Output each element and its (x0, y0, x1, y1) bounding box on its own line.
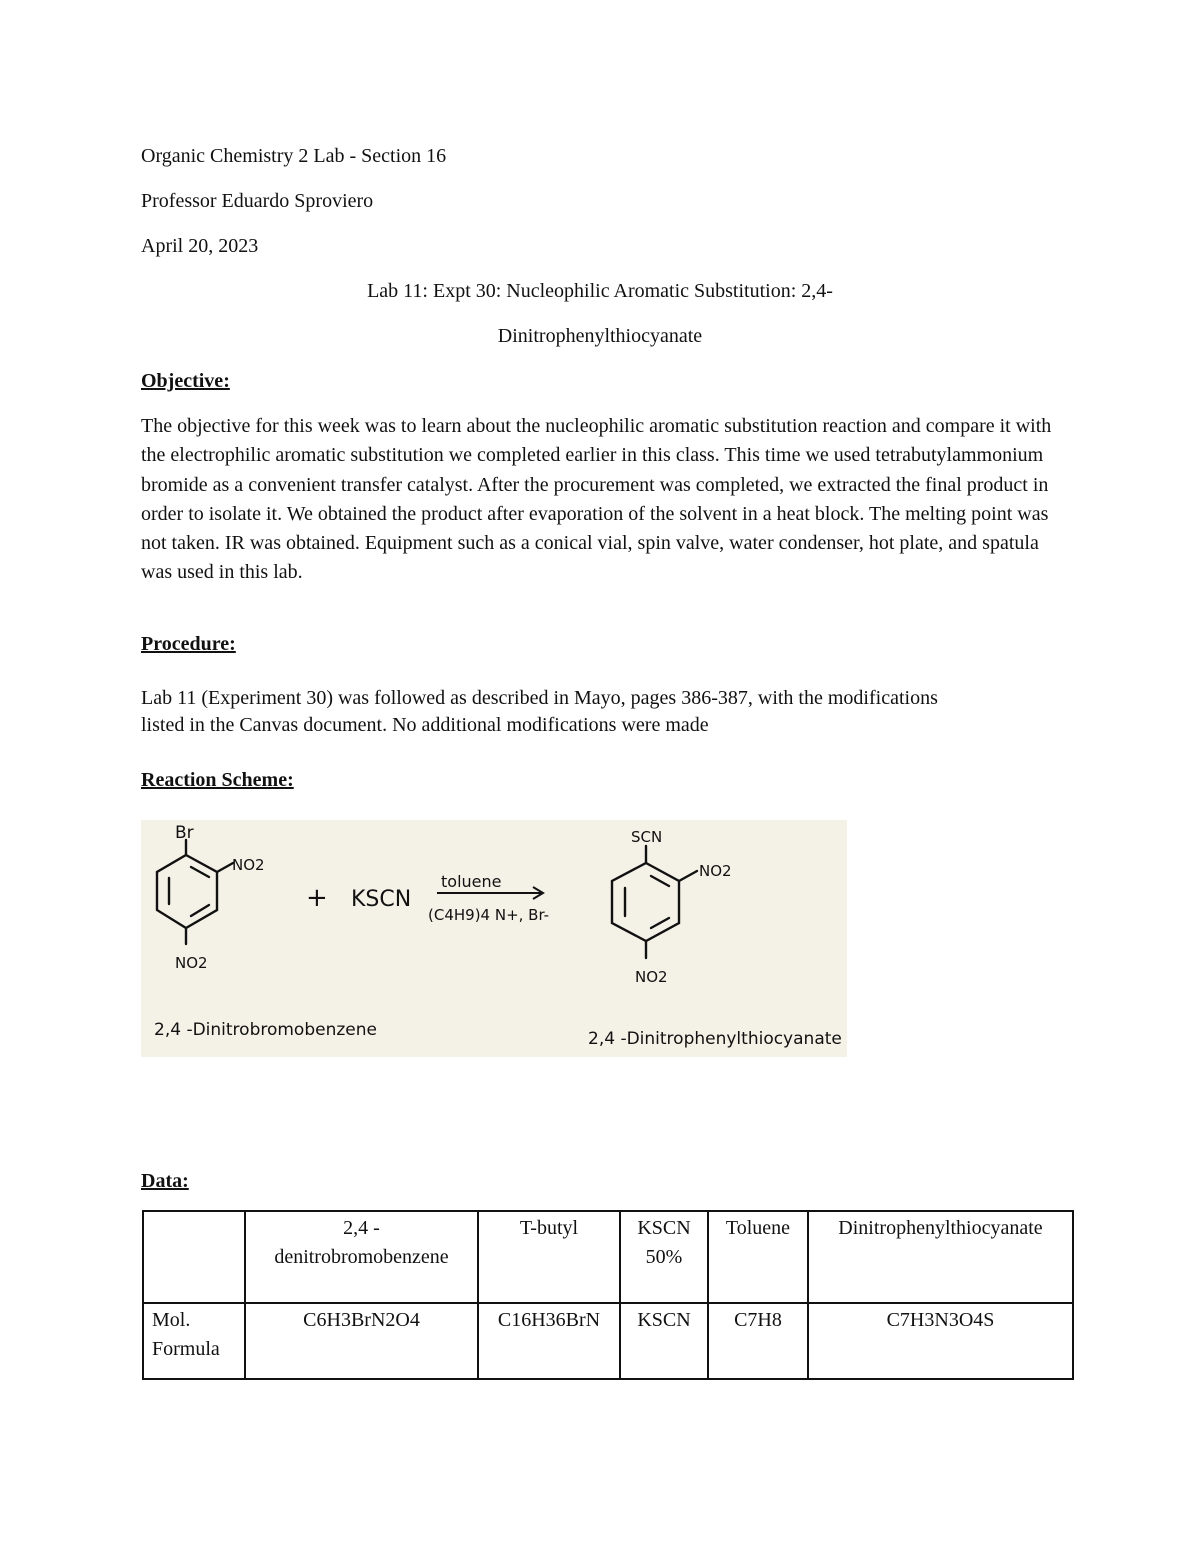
table-header-cell: Toluene (708, 1211, 808, 1303)
table-header-cell: 2,4 - denitrobromobenzene (245, 1211, 478, 1303)
data-heading: Data: (141, 1170, 189, 1192)
table-cell: C6H3BrN2O4 (245, 1303, 478, 1379)
table-header-cell: Dinitrophenylthiocyanate (808, 1211, 1073, 1303)
date-line: April 20, 2023 (141, 235, 259, 257)
table-header-cell: KSCN 50% (620, 1211, 708, 1303)
product-name: 2,4 -Dinitrophenylthiocyanate (588, 1029, 842, 1049)
table-cell: Mol. Formula (143, 1303, 245, 1379)
condition-top-label: toluene (441, 872, 502, 891)
procedure-heading: Procedure: (141, 633, 236, 655)
reaction-scheme-drawing (141, 820, 847, 1057)
table-cell: C7H3N3O4S (808, 1303, 1073, 1379)
doc-title-line1: Lab 11: Expt 30: Nucleophilic Aromatic Substitution: 2,4- (367, 280, 833, 302)
reactant-top-label: Br (175, 823, 194, 843)
table-header-cell: T-butyl (478, 1211, 620, 1303)
data-table (142, 1210, 1074, 1380)
doc-title-line2: Dinitrophenylthiocyanate (497, 325, 703, 347)
table-row (143, 1303, 1073, 1379)
reaction-heading: Reaction Scheme: (141, 769, 294, 791)
professor-line: Professor Eduardo Sproviero (141, 190, 374, 212)
product-side-label: NO2 (699, 862, 732, 880)
table-header-row (143, 1211, 1073, 1303)
course-line: Organic Chemistry 2 Lab - Section 16 (141, 145, 447, 167)
product-bottom-label: NO2 (635, 968, 668, 986)
product-top-label: SCN (631, 828, 663, 846)
reactant-benzene-ring (157, 840, 233, 944)
objective-body: The objective for this week was to learn about the nucleophilic aromatic substitution reaction and compare it with the electrophilic aromatic substitution we completed earlier in this class. This time we used tetrabutylammonium bromide as a convenient transfer catalyst. After the procurement was completed, we extracted the final product in order to isolate it. We obtained the product after evaporation of the solvent in a heat block. The melting point was not taken. IR was obtained. Equipment such as a conical vial, spin valve, water condenser, hot plate, and spatula was used in this lab. (141, 415, 1052, 584)
table-cell: KSCN (620, 1303, 708, 1379)
reactant-name: 2,4 -Dinitrobromobenzene (154, 1020, 377, 1040)
reagent-label: KSCN (351, 887, 412, 912)
condition-bottom-label: (C4H9)4 N+, Br- (428, 906, 550, 924)
objective-heading: Objective: (141, 370, 230, 392)
reactant-side-label: NO2 (232, 856, 265, 874)
table-cell: C7H8 (708, 1303, 808, 1379)
reaction-scheme-image (141, 820, 847, 1057)
procedure-body: Lab 11 (Experiment 30) was followed as described in Mayo, pages 386-387, with the modifications listed in the Canvas document. No additional modifications were made (141, 687, 938, 736)
table-header-cell (143, 1211, 245, 1303)
table-cell: C16H36BrN (478, 1303, 620, 1379)
reactant-bottom-label: NO2 (175, 954, 208, 972)
plus-sign: + (306, 883, 328, 913)
product-benzene-ring (612, 846, 697, 958)
